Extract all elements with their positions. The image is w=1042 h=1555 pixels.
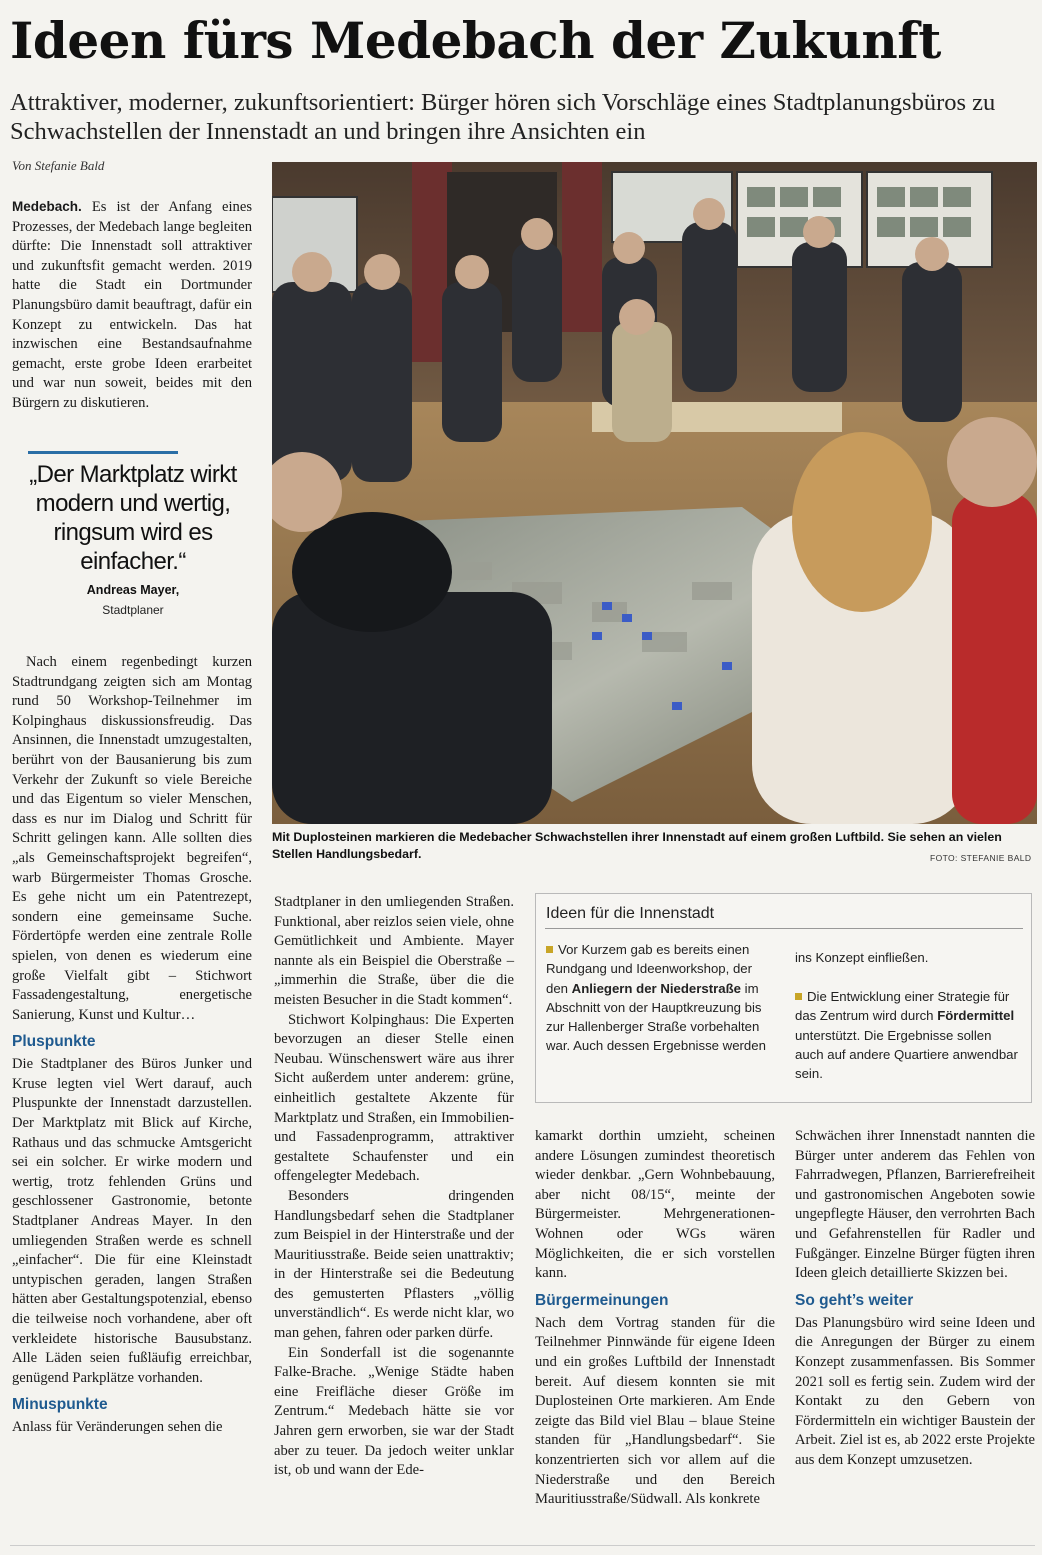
column-2-body [274, 893, 514, 1481]
bullet-square-icon [546, 946, 553, 953]
intro-paragraph [12, 197, 252, 414]
paragraph: Stadtplaner in den umliegenden Straßen. Funktional, aber reizlos seien viele, ohne Gemütlichkeit und Ambiente. Mayer nannte als ein Beispiel die Oberstraße – „immerhin die Straße, über die die meisten Besucher in die Stadt kommen“. [274, 894, 514, 1008]
section-heading-pluspunkte: Pluspunkte [12, 1033, 96, 1051]
paragraph: kamarkt dorthin umzieht, scheinen andere Lösungen zumindest theoretisch wieder denkbar. „Gern Wohnbebauung, aber nicht 08/15“, meinte der Bürgermeister. Mehrgenerationen-Wohnen oder WGs wären Möglichkeiten, die er sich vorstellen kann. [535, 1128, 775, 1282]
photo-credit: FOTO: STEFANIE BALD [930, 853, 1032, 863]
quote-role: Stadtplaner [102, 603, 164, 617]
paragraph: Das Planungsbüro wird seine Ideen und die Anregungen der Bürger zu einem Konzept zusammenfassen. Bis Sommer 2021 soll es fertig sein. Zudem wird der Kontakt zu den Gebern von Fördermitteln ein wichtiger Baustein der Arbeit. Ziel ist es, ab 2022 erste Projekte aus dem Konzept umzusetzen. [795, 1314, 1035, 1468]
footer-rule [10, 1545, 1035, 1546]
quote-author: Andreas Mayer, [86, 583, 180, 597]
pull-quote: „Der Marktplatz wirkt modern und wertig, ringsum wird es einfacher.“ [29, 461, 237, 575]
paragraph: Stichwort Kolpinghaus: Die Experten bevorzugen an dieser Stelle einen Neubau. Wünschenswert wäre aus ihrer Sicht außerdem unter anderem: grüne, einheitlich gestaltete Akzente für Marktplatz und Straßen, ein Immobilien- und Fassadenprogramm, attraktiver gestaltete Schaufenster und ein offengelegter Medebach. [274, 1011, 514, 1185]
info-item-1: Vor Kurzem gab es bereits einen Rundgang und Ideenworkshop, der den Anliegern der Niederstraße im Abschnitt von der Hauptkreuzung bis zur Hallenberger Straße vorbehalten war. Auch dessen Ergebnisse werden [546, 942, 766, 1054]
paragraph: Nach einem regenbedingt kurzen Stadtrundgang zeigten sich am Montag rund 50 Workshop-Teilnehmer im Kolpinghaus diskussionsfreudig. Das Ansinnen, die Innenstadt umzugestalten, berührt von der Bausanierung bis zum Verkehr der Zukunft so viele Bereiche und das Eigentum so vieler Menschen, dass es nur im Dialog und Schritt für Schritt gelingen kann. Alle sollten dies „als Gemeinschaftsprojekt begreifen“, warb Bürgermeister Thomas Grosche. Es gehe nicht um ein Patentrezept, sondern eine gemeinsame Suche. Fördertöpfe werden eine zentrale Rolle spielen, von denen es wiederum eine große Vielfalt gibt – Stichwort Fassadengestaltung, energetische Sanierung, Kunst und Kultur… [12, 654, 252, 1023]
byline: Von Stefanie Bald [12, 158, 105, 173]
quote-rule [28, 451, 178, 454]
intro-text: Es ist der Anfang eines Prozesses, der Medebach lange begleiten dürfte: Die Innenstadt soll attraktiver und zukunftsfit gemacht werden. 2019 hatte die Stadt ein Dortmunder Planungsbüro damit beauftragt, dafür ein Konzept zu entwickeln. Das hat inzwischen eine Bestandsaufnahme gemacht, erste grobe Ideen erarbeitet und war nun soweit, beides mit den Bürgern zu diskutieren. [12, 199, 253, 411]
info-item-2: Die Entwicklung einer Strategie für das Zentrum wird durch Fördermittel unterstützt. Die Ergebnisse sollen auch auf andere Quartiere anwendbar sein. [795, 989, 1018, 1082]
dateline: Medebach. [12, 199, 82, 214]
paragraph: Anlass für Veränderungen sehen die [12, 1419, 223, 1436]
info-item-1-cont: ins Konzept einfließen. [795, 950, 929, 965]
column-4-body [795, 1127, 1035, 1471]
column-3-body [535, 1127, 775, 1510]
info-box-title: Ideen für die Innenstadt [546, 905, 715, 922]
paragraph: Ein Sonderfall ist die sogenannte Falke-Brache. „Wenige Städte haben eine Freifläche dieser Größe im Zentrum.“ Medebach hätte sie vor Jahren gern erworben, sie war der Stadt aber zu teuer. Da jedoch weiter unklar ist, ob und wann der Ede- [274, 1344, 514, 1479]
section-heading-so-gehts-weiter: So geht’s weiter [795, 1291, 914, 1309]
photo-caption: Mit Duplosteinen markieren die Medebacher Schwachstellen ihrer Innenstadt auf einem großen Luftbild. Sie sehen an vielen Stellen Handlungsbedarf. [272, 830, 1002, 861]
bullet-square-icon [795, 993, 802, 1000]
subheadline: Attraktiver, moderner, zukunftsorientiert: Bürger hören sich Vorschläge eines Stadtplanungsbüros zu Schwachstellen der Innenstadt an und bringen ihre Ansichten ein [10, 89, 996, 145]
headline: Ideen fürs Medebach der Zukunft [10, 11, 941, 70]
section-heading-minuspunkte: Minuspunkte [12, 1396, 108, 1414]
paragraph: Besonders dringenden Handlungsbedarf sehen die Stadtplaner zum Beispiel in der Hinterstraße und der Mauritiusstraße. Beide seien unattraktiv; in der Hinterstraße sei die Bedeutung des gemusterten Pflasters „völlig unverständlich“. Es werde nicht klar, wo man gehen, fahren oder parken dürfe. [274, 1187, 514, 1342]
section-heading-buergermeinungen: Bürgermeinungen [535, 1291, 669, 1309]
paragraph: Schwächen ihrer Innenstadt nannten die Bürger unter anderem das Fehlen von Fahrradwegen, Pflanzen, Barrierefreiheit und gastronomischen Angeboten sowie ungepflegte Häuser, den verrohrten Bach und Gefahrenstellen für Radler und Fußgänger. Einzelne Bürger fügten ihren Ideen gleich detaillierte Skizzen bei. [795, 1128, 1035, 1282]
info-box-rule [545, 928, 1023, 929]
column-1-body [12, 653, 252, 1438]
paragraph: Nach dem Vortrag standen für die Teilnehmer Pinnwände für eigene Ideen und ein großes Luftbild der Innenstadt bereit. Auf diesem konnten sie mit Duplosteinen Orte markieren. Am Ende zeigte das Bild viel Blau – blaue Steine standen für „Handlungsbedarf“. Sie konzentrierten sich vor allem auf die Niederstraße und den Bereich Mauritiusstraße/Südwall. Als konkrete [535, 1314, 775, 1508]
photo-workshop [272, 162, 1037, 824]
photo-illustration [272, 162, 1037, 824]
paragraph: Die Stadtplaner des Büros Junker und Kruse legten viel Wert darauf, auch Pluspunkte der Innenstadt darzustellen. Der Marktplatz mit Blick auf Kirche, Rathaus und das schmucke Amtsgericht sei ein solcher. Er wirke modern und wertig, trotz fehlenden Grüns und geschlossener Gastronomie, betonte Stadtplaner Andreas Mayer. In den umliegenden Straßen werde es schnell „einfacher“. Die für eine Kleinstadt untypischen geraden, langen Straßen hätten aber Gestaltungspotenzial, ebenso die teilweise noch vorhandene, aber oft verkleidete historische Bausubstanz. Alle Läden seien fußläufig erreichbar, genügend Parkplätze vorhanden. [12, 1056, 252, 1386]
